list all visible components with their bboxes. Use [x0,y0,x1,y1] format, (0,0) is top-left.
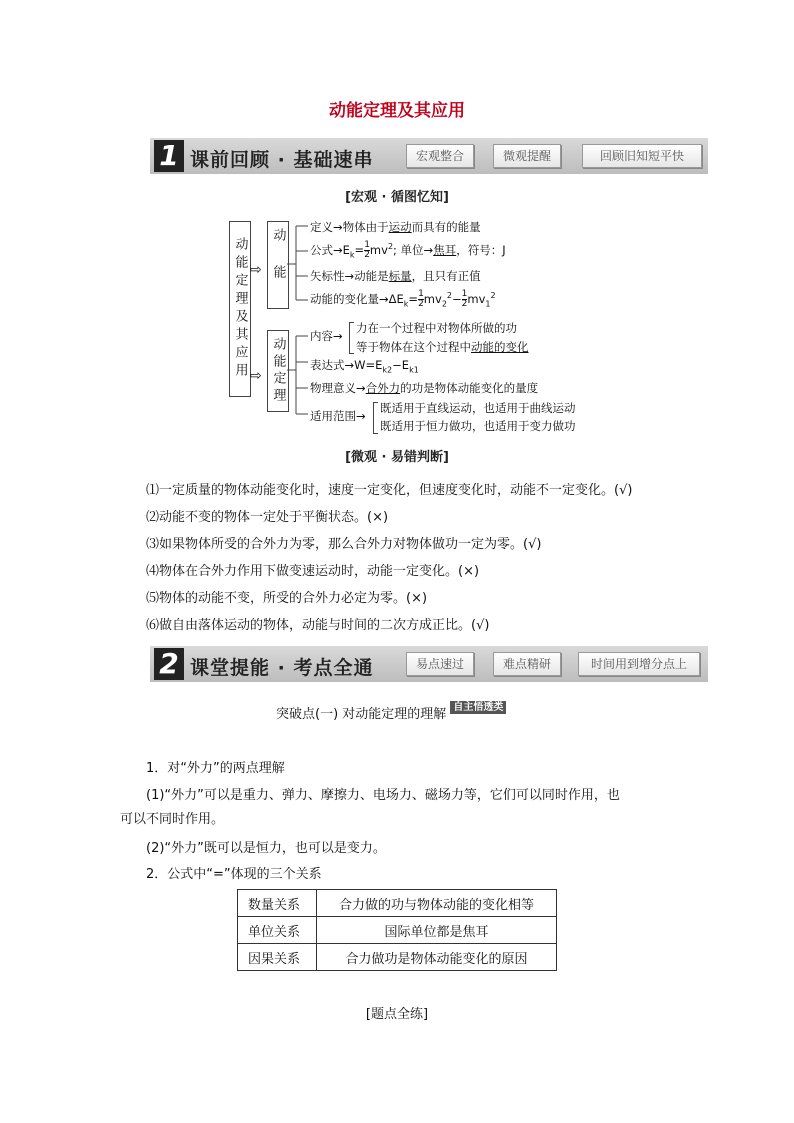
table-row [238,917,557,944]
section-title: 课前回顾 · 基础速串 [190,149,374,171]
scope-label: 适用范围→ [310,409,366,423]
delta-line: 动能的变化量$\to\Delta E_k=$ $\frac{1}{2}$ $mv_2^2-$ $\frac{1}{2}$ $mv_1^2$ [310,289,496,309]
page-title: 动能定理及其应用 [329,101,465,121]
review-button[interactable]: 回顾旧知短平快 [582,144,702,168]
expression-line: 表达式$\to W=E_{k2}-E_{k1}$ [310,358,419,375]
hard-points-button[interactable]: 难点精研 [493,652,561,676]
body-point-1: 1．对“外力”的两点理解 [146,761,285,776]
relation-value: 国际单位都是焦耳 [317,917,557,944]
table-row [238,890,557,917]
relations-table [237,889,557,971]
judgment-item: ⑴一定质量的物体动能变化时，速度一定变化，但速度变化时，动能不一定变化。(√) [146,483,633,498]
relation-label: 因果关系 [238,944,317,971]
arrow-icon: ⇨ [250,262,262,278]
section-number: 2 [154,648,184,680]
diagram-root-box: 动能定理及其应用 [229,221,251,397]
macro-heading: [宏观 · 循图忆知] [345,190,449,205]
section-number: 1 [154,140,184,172]
theorem-box: 动能定理 [267,330,289,412]
self-study-tag: 自主悟透类 [450,701,506,714]
relation-label: 单位关系 [238,917,317,944]
judgment-item: ⑷物体在合外力作用下做变速运动时，动能一定变化。(×) [146,564,480,579]
judgment-item: ⑶如果物体所受的合外力为零，那么合外力对物体做功一定为零。(√) [146,537,542,552]
content-line-2: 等于物体在这个过程中动能的变化 [356,340,529,354]
arrow-icon: ⇨ [250,368,262,384]
micro-reminder-button[interactable]: 微观提醒 [493,144,561,168]
kinetic-energy-box: 动能 [267,221,289,309]
body-paragraph: (2)“外力”既可以是恒力，也可以是变力。 [146,841,386,856]
easy-points-button[interactable]: 易点速过 [406,652,474,676]
table-row [238,944,557,971]
judgment-item: ⑹做自由落体运动的物体，动能与时间的二次方成正比。(√) [146,618,490,633]
meaning-line: 物理意义→合外力的功是物体动能变化的量度 [310,381,539,395]
judgment-item: ⑸物体的动能不变，所受的合外力必定为零。(×) [146,591,428,606]
formula-line: 公式$\to E_k=$ $\frac{1}{2}$ $mv^2$; 单位→焦耳，符号：J [310,240,506,260]
macro-integration-button[interactable]: 宏观整合 [406,144,474,168]
definition-line: 定义→物体由于运动而具有的能量 [310,220,481,234]
scope-line-1: 既适用于直线运动，也适用于曲线运动 [380,401,576,415]
content-line-1: 力在一个过程中对物体所做的功 [356,321,517,335]
section-title: 课堂提能 · 考点全通 [190,657,374,679]
scope-line-2: 既适用于恒力做功，也适用于变力做功 [380,419,576,433]
micro-heading: [微观 · 易错判断] [345,450,449,465]
scalar-line: 矢标性→动能是标量，且只有正值 [310,269,481,283]
section-1-banner [150,138,708,174]
content-label: 内容→ [310,329,343,343]
content-bracket [349,322,354,354]
section-2-banner [150,646,708,682]
body-point-2: 2．公式中“=”体现的三个关系 [146,867,322,882]
scope-bracket [373,402,378,434]
practice-heading: [题点全练] [365,1007,429,1022]
relation-value: 合力做的功与物体动能的变化相等 [317,890,557,917]
relation-value: 合力做功是物体动能变化的原因 [317,944,557,971]
score-points-button[interactable]: 时间用到增分点上 [578,652,700,676]
body-paragraph: 可以不同时作用。 [120,812,225,827]
breakthrough-heading: 突破点(一) 对动能定理的理解 $^{自主悟透类}$ [276,703,506,722]
body-paragraph: (1)“外力”可以是重力、弹力、摩擦力、电场力、磁场力等，它们可以同时作用，也 [146,788,620,803]
judgment-item: ⑵动能不变的物体一定处于平衡状态。(×) [146,510,389,525]
relation-label: 数量关系 [238,890,317,917]
